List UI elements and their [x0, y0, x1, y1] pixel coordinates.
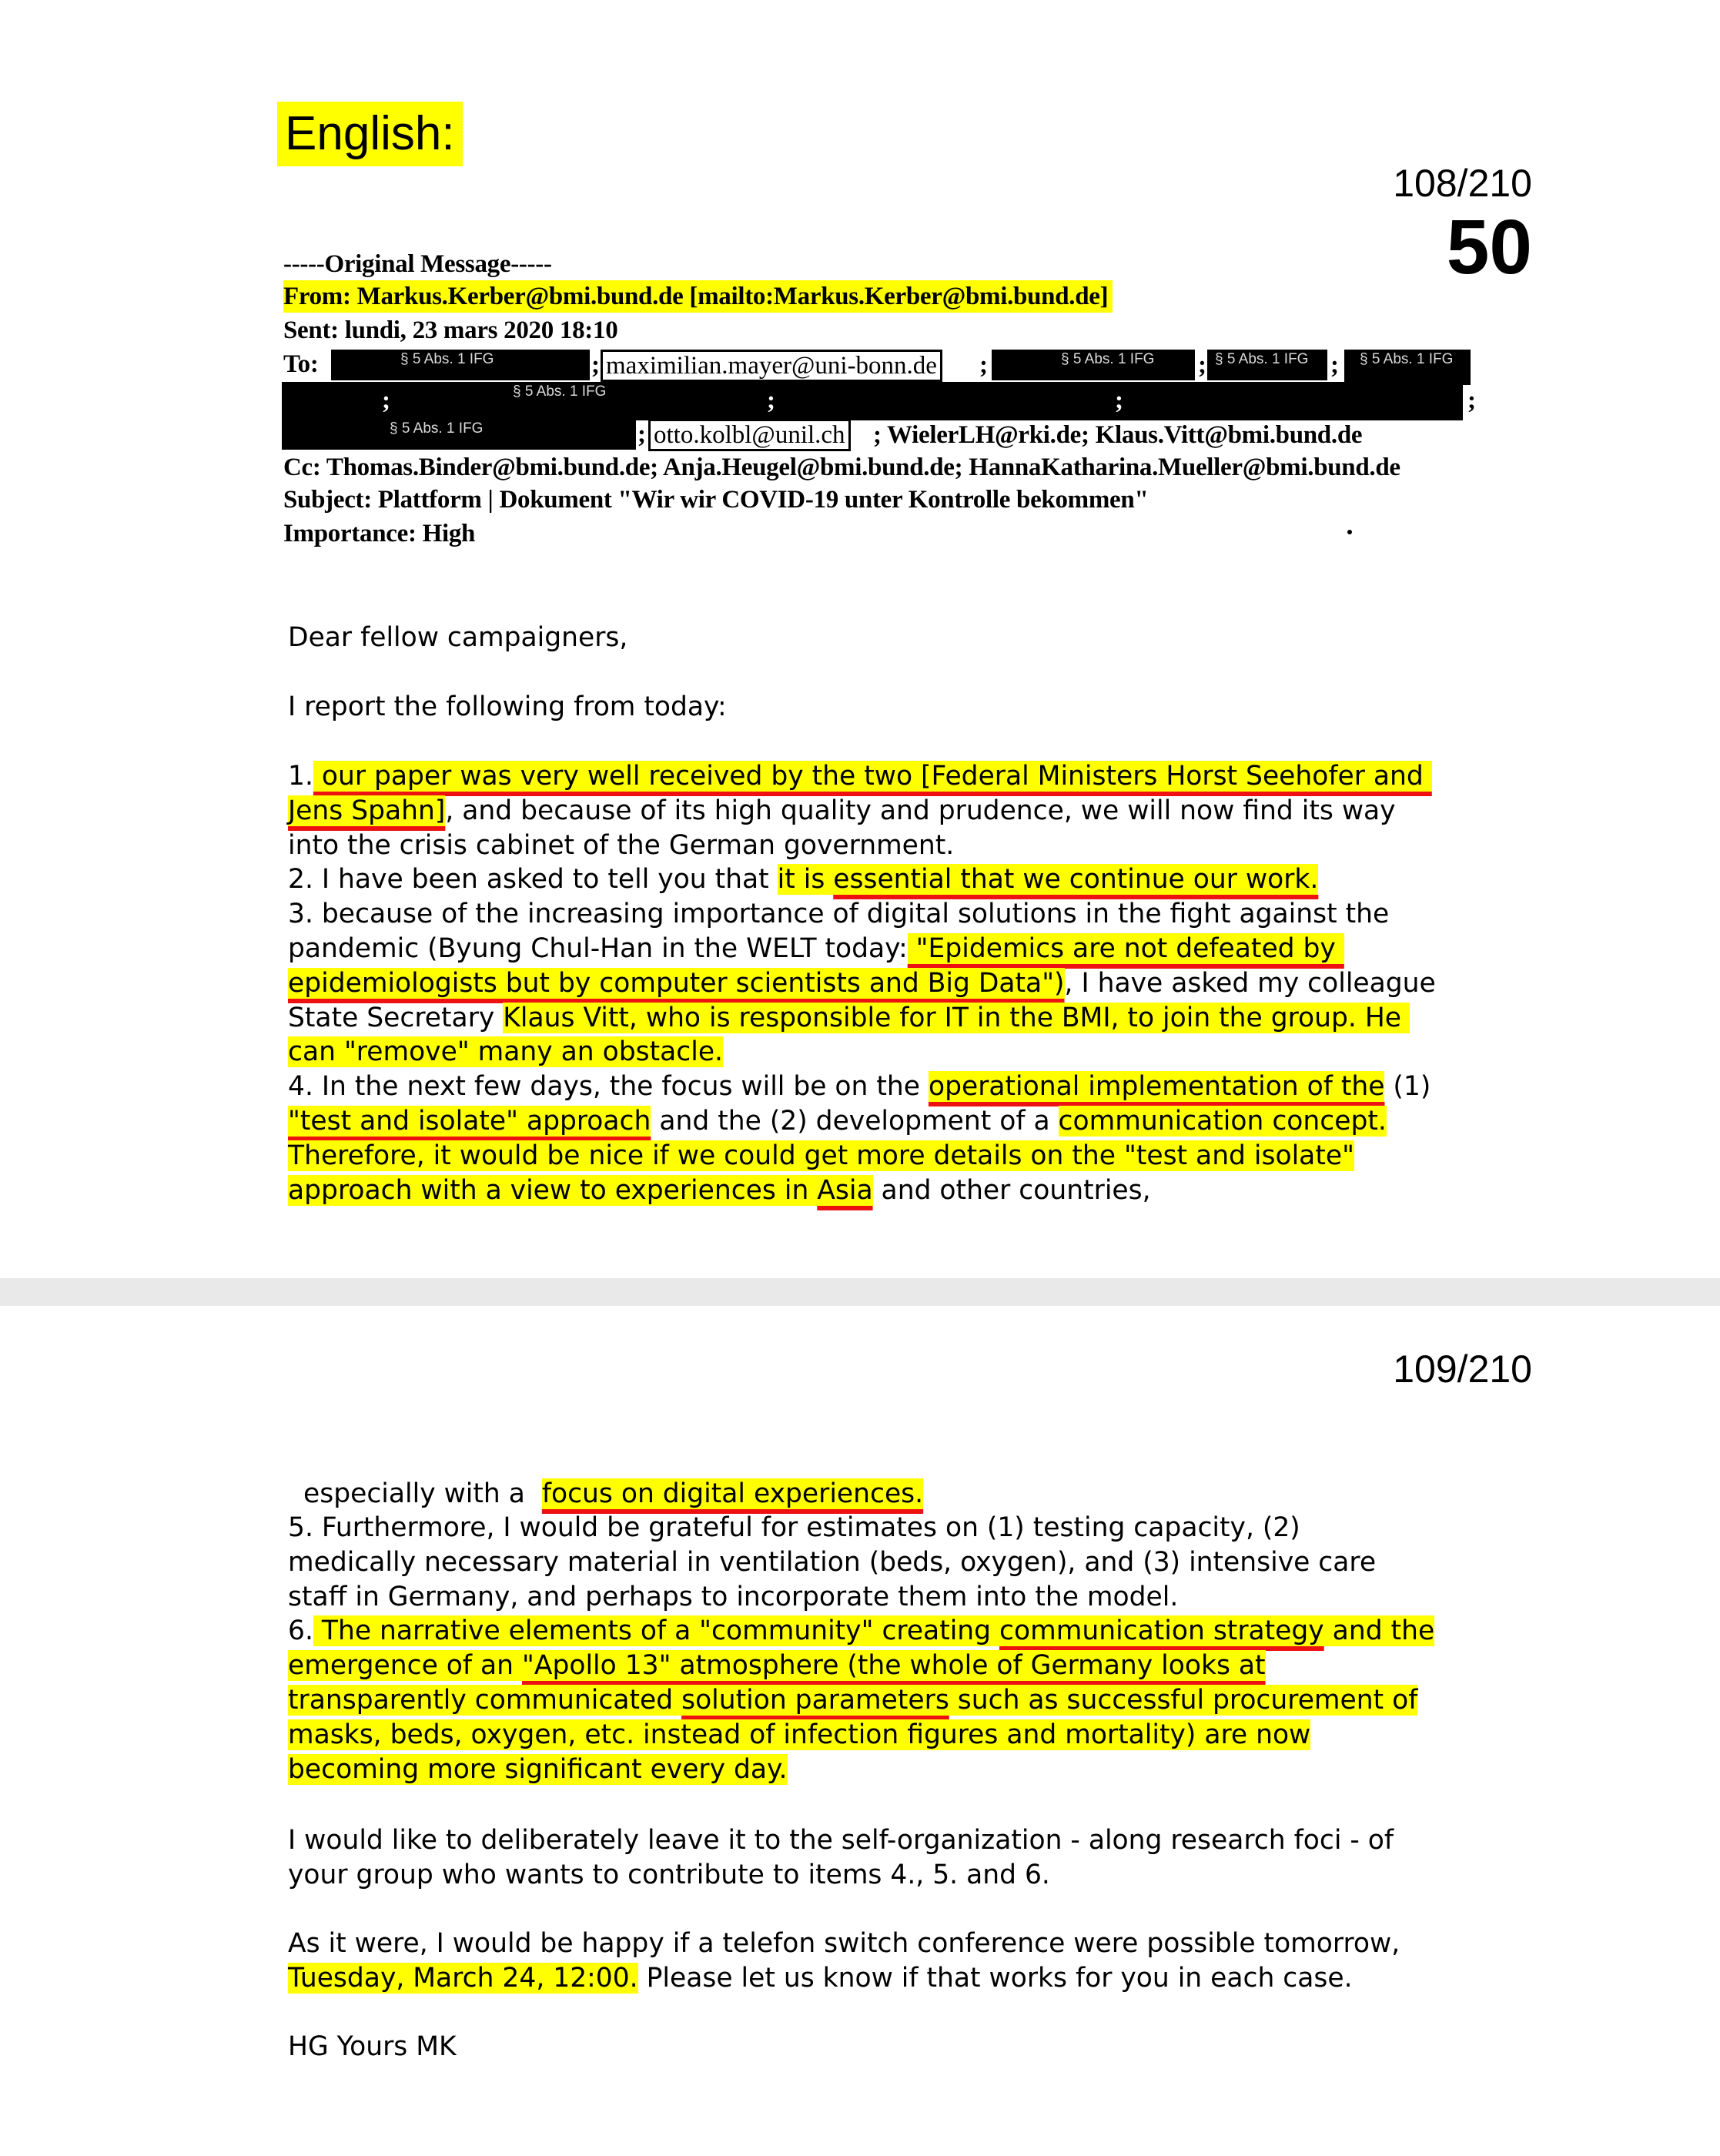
redaction-block: § 5 Abs. 1 IFG — [331, 350, 590, 380]
item6: 6. The narrative elements of a "community" creating communication strategy and the emergence of an "Apollo 13" atmosphere (the whole of Germany looks at transparently communicated solution parameters such as successful procurement of masks, beds, oxygen, etc. instead of infection figures and mortality) are now becoming more significant every day. — [288, 1615, 1435, 1785]
importance-line: Importance: High — [283, 520, 476, 547]
item5: 5. Furthermore, I would be grateful for estimates on (1) testing capacity, (2) medically necessary material in ventilation (beds, oxygen), and (3) intensive care staff in Germany, and perhaps to incorporate them into the model. — [288, 1512, 1377, 1612]
page-number: 109/210 — [1393, 1348, 1532, 1391]
intro-line: I report the following from today: — [288, 691, 727, 722]
greeting: Dear fellow campaigners, — [288, 622, 628, 653]
cc-line: Cc: Thomas.Binder@bmi.bund.de; Anja.Heugel@bmi.bund.de; HannaKatharina.Mueller@bmi.bund.de — [283, 454, 1400, 481]
redaction-block: § 5 Abs. 1 IFG — [282, 419, 636, 450]
sent-line: Sent: lundi, 23 mars 2020 18:10 — [283, 316, 618, 344]
english-label: English: — [277, 102, 463, 166]
numbered-list-page1 — [288, 759, 1520, 1207]
separator-semicolon: ; — [767, 387, 775, 414]
recipient-email: otto.kolbl@unil.ch — [648, 419, 851, 451]
separator-semicolon: ; — [382, 387, 390, 414]
original-message-line: -----Original Message----- — [283, 250, 552, 278]
signoff: HG Yours MK — [288, 2031, 457, 2062]
page-number: 108/210 — [1393, 162, 1532, 205]
redaction-block: § 5 Abs. 1 IFG — [1344, 350, 1471, 385]
item1: 1. our paper was very well received by the two [Federal Ministers Horst Seehofer and Jens Spahn], and because of its high quality and prudence, we will now find its way into the crisis cabinet of the German government. — [288, 761, 1432, 861]
closing-paragraph: I would like to deliberately leave it to the self-organization - along research foci - of your group who wants to contribute to items 4., 5. and 6. — [288, 1825, 1394, 1890]
separator-semicolon: ; — [1115, 387, 1123, 414]
conference-request: As it were, I would be happy if a telefon switch conference were possible tomorrow, Tuesday, March 24, 12:00. Please let us know if that works for you in each case. — [288, 1928, 1400, 1994]
scan-speck — [1347, 530, 1352, 534]
separator-semicolon: ; — [1198, 351, 1206, 379]
item3: 3. because of the increasing importance of digital solutions in the fight against the pandemic (Byung Chul-Han in the WELT today: "Epidemics are not defeated by epidemiologists but by computer scientists and Big Data"), I have asked my colleague State Secretary Klaus Vitt, who is responsible for IT in the BMI, to join the group. He can "remove" many an obstacle. — [288, 899, 1436, 1068]
separator-semicolon: ; — [1330, 351, 1339, 379]
redaction-block: § 5 Abs. 1 IFG — [1207, 350, 1327, 380]
item4: 4. In the next few days, the focus will be on the operational implementation of the (1) "test and isolate" approach and the (2) development of a communication concept. Therefore, it would be nice if we could get more details on the "test and isolate" approach with a view to experiences in Asia and other countries, — [288, 1071, 1431, 1206]
document-page-109 — [0, 1306, 1720, 2156]
to-line-continued: ; WielerLH@rki.de; Klaus.Vitt@bmi.bund.de — [873, 421, 1363, 449]
numbered-list-page2 — [288, 1511, 1520, 1786]
continuation-line: especially with a focus on digital experiences. — [303, 1478, 924, 1509]
to-label: To: — [283, 350, 319, 378]
separator-semicolon: ; — [979, 351, 988, 379]
stamp-number: 50 — [1446, 204, 1532, 290]
separator-semicolon: ; — [637, 420, 646, 448]
item2: 2. I have been asked to tell you that it is essential that we continue our work. — [288, 864, 1319, 896]
page-separator — [0, 1278, 1720, 1306]
redaction-block: § 5 Abs. 1 IFG — [992, 350, 1195, 380]
separator-semicolon: ; — [1467, 387, 1476, 414]
recipient-email: maximilian.mayer@uni-bonn.de — [601, 350, 942, 382]
from-line: From: Markus.Kerber@bmi.bund.de [mailto:Markus.Kerber@bmi.bund.de] — [283, 280, 1113, 313]
subject-line: Subject: Plattform | Dokument "Wir wir COVID-19 unter Kontrolle bekommen" — [283, 486, 1149, 514]
separator-semicolon: ; — [591, 351, 600, 379]
redaction-block: § 5 Abs. 1 IFG — [282, 382, 1463, 420]
